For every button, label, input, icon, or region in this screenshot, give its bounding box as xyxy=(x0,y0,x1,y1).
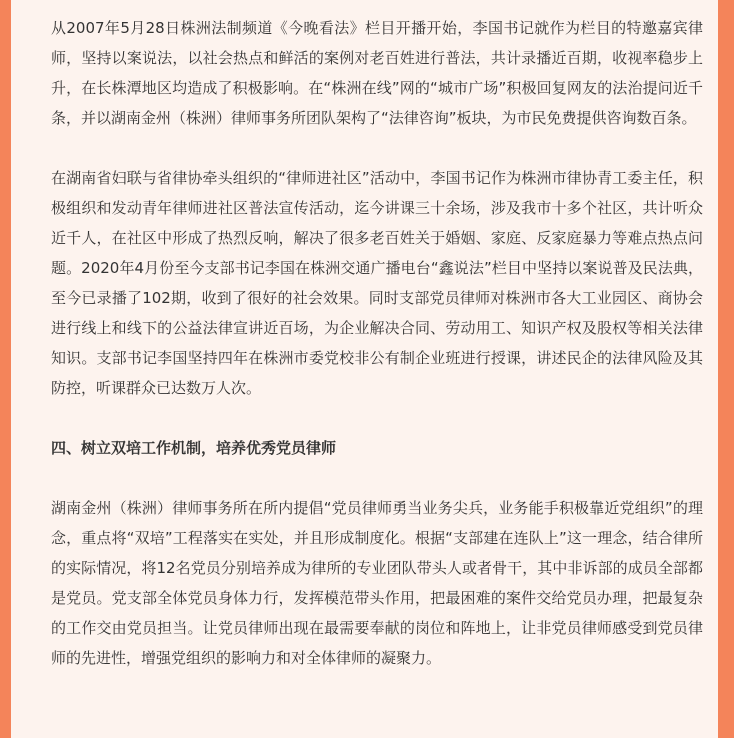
article-body xyxy=(51,13,703,673)
paragraph-spacer xyxy=(51,133,703,163)
section-heading: 四、树立双培工作机制，培养优秀党员律师 xyxy=(51,439,337,457)
section-paragraph: 湖南金州（株洲）律师事务所在所内提倡“党员律师勇当业务尖兵，业务能手积极靠近党组织”的理念，重点将“双培”工程落实在实处，并且形成制度化。根据“支部建在连队上”这一理念，结合律所的实际情况，将12名党员分别培养成为律所的专业团队带头人或者骨干，其中非诉部的成员全部都是党员。党支部全体党员身体力行，发挥模范带头作用，把最困难的案件交给党员办理，把最复杂的工作交由党员担当。让党员律师出现在最需要奉献的岗位和阵地上，让非党员律师感受到党员律师的先进性，增强党组织的影响力和对全体律师的凝聚力。 xyxy=(51,499,703,667)
article-paragraph-2: 在湖南省妇联与省律协牵头组织的“律师进社区”活动中，李国书记作为株洲市律协青工委主任，积极组织和发动青年律师进社区普法宣传活动，迄今讲课三十余场，涉及我市十多个社区，共计听众近千人，在社区中形成了热烈反响，解决了很多老百姓关于婚姻、家庭、反家庭暴力等难点热点问题。2020年4月份至今支部书记李国在株洲交通广播电台“鑫说法”栏目中坚持以案说普及民法典，至今已录播了102期，收到了很好的社会效果。同时支部党员律师对株洲市各大工业园区、商协会进行线上和线下的公益法律宣讲近百场，为企业解决合同、劳动用工、知识产权及股权等相关法律知识。支部书记李国坚持四年在株洲市委党校非公有制企业班进行授课，讲述民企的法律风险及其防控，听课群众已达数万人次。 xyxy=(51,169,703,397)
paragraph-spacer xyxy=(51,403,703,433)
paragraph-spacer xyxy=(51,463,703,493)
article-paragraph-1: 从2007年5月28日株洲法制频道《今晚看法》栏目开播开始，李国书记就作为栏目的特邀嘉宾律师，坚持以案说法，以社会热点和鲜活的案例对老百姓进行普法，共计录播近百期，收视率稳步上升，在长株潭地区均造成了积极影响。在“株洲在线”网的“城市广场”积极回复网友的法治提问近千条，并以湖南金州（株洲）律师事务所团队架构了“法律咨询”板块，为市民免费提供咨询数百条。 xyxy=(51,19,703,127)
article-panel xyxy=(11,0,718,738)
